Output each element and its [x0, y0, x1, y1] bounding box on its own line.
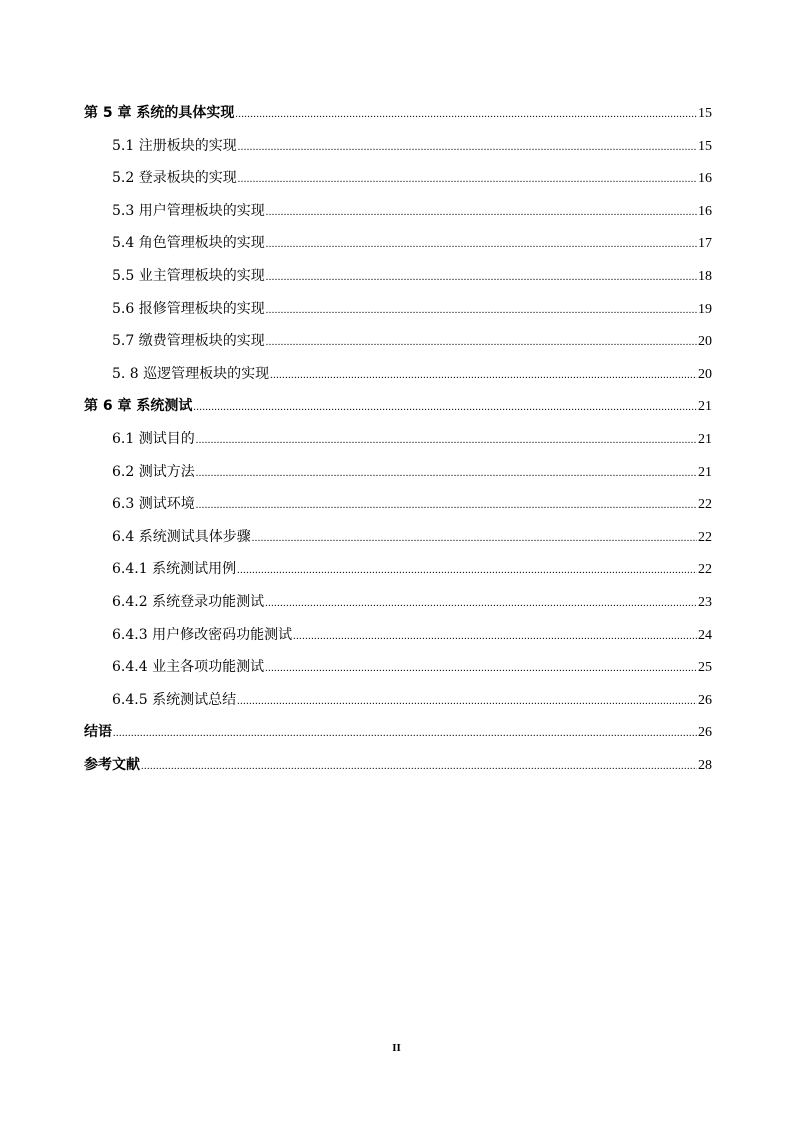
toc-section-entry[interactable]: [84, 162, 712, 195]
toc-entry-label: 6.4.2 系统登录功能测试: [112, 593, 265, 610]
toc-chapter-entry[interactable]: [84, 716, 712, 749]
toc-entry-page-number: 20: [698, 366, 712, 382]
toc-section-entry[interactable]: [84, 521, 712, 554]
toc-entry-label: 6.3 测试环境: [112, 496, 195, 513]
toc-section-entry[interactable]: [84, 488, 712, 521]
toc-section-entry[interactable]: [84, 260, 712, 293]
toc-section-entry[interactable]: [84, 586, 712, 619]
toc-entry-label: 6.4 系统测试具体步骤: [112, 528, 251, 545]
toc-dot-leader: [237, 555, 697, 588]
toc-entry-page-number: 22: [698, 562, 712, 578]
toc-entry-label: 5.1 注册板块的实现: [112, 137, 237, 154]
toc-dot-leader: [238, 132, 697, 165]
toc-entry-label: 参考文献: [84, 756, 140, 773]
toc-dot-leader: [235, 99, 697, 132]
toc-entry-label: 5.7 缴费管理板块的实现: [112, 333, 265, 350]
toc-entry-page-number: 18: [698, 268, 712, 284]
toc-entry-page-number: 28: [698, 757, 712, 773]
toc-section-entry[interactable]: [84, 293, 712, 326]
toc-dot-leader: [266, 327, 697, 360]
toc-chapter-entry[interactable]: [84, 97, 712, 130]
toc-entry-page-number: 24: [698, 627, 712, 643]
toc-dot-leader: [265, 653, 697, 686]
toc-entry-page-number: 26: [698, 725, 712, 741]
toc-section-entry[interactable]: [84, 553, 712, 586]
toc-entry-page-number: 22: [698, 529, 712, 545]
toc-dot-leader: [252, 523, 697, 556]
toc-entry-label: 6.4.3 用户修改密码功能测试: [112, 626, 293, 643]
toc-section-entry[interactable]: [84, 358, 712, 391]
toc-entry-label: 5.3 用户管理板块的实现: [112, 202, 265, 219]
toc-section-entry[interactable]: [84, 195, 712, 228]
toc-entry-page-number: 21: [698, 431, 712, 447]
toc-entry-page-number: 16: [698, 203, 712, 219]
toc-section-entry[interactable]: [84, 684, 712, 717]
toc-entry-page-number: 17: [698, 236, 712, 252]
toc-section-entry[interactable]: [84, 325, 712, 358]
table-of-contents: [84, 97, 712, 781]
toc-dot-leader: [266, 197, 697, 230]
toc-entry-label: 5.2 登录板块的实现: [112, 170, 237, 187]
toc-entry-label: 结语: [84, 724, 112, 741]
toc-entry-page-number: 16: [698, 171, 712, 187]
toc-entry-label: 5.5 业主管理板块的实现: [112, 267, 265, 284]
toc-dot-leader: [266, 262, 697, 295]
toc-entry-label: 6.4.1 系统测试用例: [112, 561, 237, 578]
toc-entry-label: 6.4.4 业主各项功能测试: [112, 659, 265, 676]
toc-dot-leader: [293, 621, 697, 654]
toc-entry-page-number: 22: [698, 497, 712, 513]
toc-dot-leader: [266, 295, 697, 328]
toc-section-entry[interactable]: [84, 423, 712, 456]
toc-dot-leader: [196, 490, 697, 523]
toc-dot-leader: [265, 588, 697, 621]
toc-entry-page-number: 21: [698, 464, 712, 480]
toc-section-entry[interactable]: [84, 227, 712, 260]
toc-entry-label: 第 6 章 系统测试: [84, 398, 193, 415]
toc-dot-leader: [141, 751, 697, 784]
toc-section-entry[interactable]: [84, 619, 712, 652]
toc-entry-page-number: 19: [698, 301, 712, 317]
toc-entry-label: 5.4 角色管理板块的实现: [112, 235, 265, 252]
toc-entry-page-number: 26: [698, 692, 712, 708]
toc-entry-page-number: 15: [698, 106, 712, 121]
toc-chapter-entry[interactable]: [84, 390, 712, 423]
toc-section-entry[interactable]: [84, 651, 712, 684]
toc-section-entry[interactable]: [84, 130, 712, 163]
toc-entry-label: 6.1 测试目的: [112, 430, 195, 447]
toc-section-entry[interactable]: [84, 456, 712, 489]
toc-entry-label: 6.4.5 系统测试总结: [112, 691, 237, 708]
toc-entry-label: 第 5 章 系统的具体实现: [84, 105, 235, 121]
toc-entry-page-number: 20: [698, 334, 712, 350]
toc-chapter-entry[interactable]: [84, 749, 712, 782]
toc-dot-leader: [113, 718, 697, 751]
toc-dot-leader: [196, 425, 697, 458]
toc-entry-page-number: 25: [698, 660, 712, 676]
toc-dot-leader: [266, 229, 697, 262]
toc-entry-page-number: 15: [698, 138, 712, 154]
toc-entry-label: 5. 8 巡逻管理板块的实现: [112, 365, 270, 382]
toc-dot-leader: [270, 360, 697, 393]
toc-entry-page-number: 23: [698, 594, 712, 610]
toc-entry-label: 6.2 测试方法: [112, 463, 195, 480]
toc-dot-leader: [237, 686, 697, 719]
toc-dot-leader: [193, 392, 697, 425]
toc-entry-label: 5.6 报修管理板块的实现: [112, 300, 265, 317]
page-number: II: [392, 1042, 401, 1054]
toc-dot-leader: [196, 458, 697, 491]
toc-dot-leader: [238, 164, 697, 197]
toc-entry-page-number: 21: [698, 399, 712, 415]
